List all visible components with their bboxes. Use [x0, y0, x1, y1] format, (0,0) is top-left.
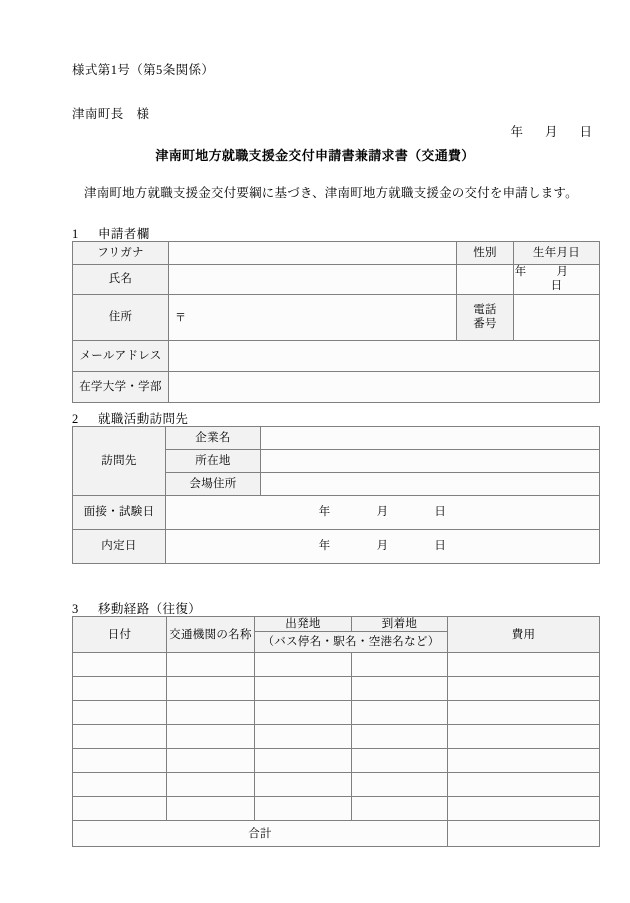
birthdate-day: 日 — [550, 280, 563, 293]
table-row — [73, 242, 600, 265]
submission-date-month: 月 — [544, 125, 558, 139]
label-university: 在学大学・学部 — [73, 371, 169, 402]
label-email: メールアドレス — [73, 340, 169, 371]
form-code: 様式第1号（第5条関係） — [72, 63, 215, 77]
input-route-departure[interactable] — [255, 677, 352, 701]
label-venue-address: 会場住所 — [166, 473, 261, 496]
input-total-cost[interactable] — [448, 821, 600, 847]
column-header-arrival: 到着地 — [352, 617, 448, 632]
input-route-cost[interactable] — [448, 749, 600, 773]
page-title: 津南町地方就職支援金交付申請書兼請求書（交通費） — [155, 148, 475, 163]
table-row — [73, 294, 600, 340]
input-route-date[interactable] — [73, 749, 167, 773]
label-name: 氏名 — [73, 265, 169, 295]
table-row — [73, 653, 600, 677]
offer-date-month: 月 — [376, 540, 389, 553]
input-route-transport[interactable] — [167, 797, 255, 821]
column-header-departure: 出発地 — [255, 617, 352, 632]
interview-date-day: 日 — [434, 506, 447, 519]
input-route-departure[interactable] — [255, 653, 352, 677]
input-route-transport[interactable] — [167, 653, 255, 677]
table-total-row — [73, 821, 600, 847]
input-route-date[interactable] — [73, 797, 167, 821]
table-row — [73, 725, 600, 749]
label-birthdate: 生年月日 — [514, 242, 600, 265]
submission-date-line — [510, 122, 592, 140]
label-company: 企業名 — [166, 427, 261, 450]
table-row — [73, 773, 600, 797]
label-location: 所在地 — [166, 450, 261, 473]
addressee: 津南町長 様 — [72, 107, 150, 121]
input-phone[interactable] — [514, 294, 600, 340]
input-route-transport[interactable] — [167, 701, 255, 725]
table-row — [73, 701, 600, 725]
input-route-transport[interactable] — [167, 677, 255, 701]
input-route-arrival[interactable] — [352, 653, 448, 677]
input-route-arrival[interactable] — [352, 725, 448, 749]
input-email[interactable] — [169, 340, 600, 371]
table-header-row — [73, 617, 600, 632]
input-company[interactable] — [261, 427, 600, 450]
label-destination: 訪問先 — [73, 427, 166, 496]
label-interview-date: 面接・試験日 — [73, 496, 166, 530]
input-address[interactable] — [169, 294, 457, 340]
input-route-date[interactable] — [73, 725, 167, 749]
input-route-cost[interactable] — [448, 773, 600, 797]
interview-date-year: 年 — [318, 506, 331, 519]
submission-date-year: 年 — [510, 125, 523, 139]
input-route-cost[interactable] — [448, 677, 600, 701]
input-route-transport[interactable] — [167, 725, 255, 749]
input-route-departure[interactable] — [255, 725, 352, 749]
input-birthdate[interactable] — [514, 265, 600, 295]
table-row — [73, 749, 600, 773]
birthdate-year: 年 — [514, 266, 527, 278]
input-university[interactable] — [169, 371, 600, 402]
lead-paragraph: 津南町地方就職支援金交付要綱に基づき、津南町地方就職支援金の交付を申請します。 — [84, 186, 578, 200]
table-row — [73, 797, 600, 821]
input-route-date[interactable] — [73, 773, 167, 797]
label-furigana: フリガナ — [73, 242, 169, 265]
section-title-2: 就職活動訪問先 — [98, 412, 189, 426]
label-gender: 性別 — [457, 242, 514, 265]
section-title-1: 申請者欄 — [98, 227, 150, 241]
section-heading-visit — [72, 409, 188, 427]
table-row — [73, 530, 600, 564]
label-phone — [457, 294, 514, 340]
input-route-cost[interactable] — [448, 653, 600, 677]
table-row — [73, 677, 600, 701]
input-route-arrival[interactable] — [352, 677, 448, 701]
section-heading-route — [72, 599, 201, 617]
input-route-cost[interactable] — [448, 725, 600, 749]
label-phone-line2: 番号 — [473, 318, 497, 331]
input-name[interactable] — [169, 265, 457, 295]
input-gender[interactable] — [457, 265, 514, 295]
input-route-departure[interactable] — [255, 773, 352, 797]
table-row — [73, 496, 600, 530]
column-header-place-note: （バス停名・駅名・空港名など） — [255, 632, 448, 653]
label-phone-line1: 電話 — [473, 303, 497, 316]
birthdate-month: 月 — [556, 266, 569, 278]
input-route-arrival[interactable] — [352, 773, 448, 797]
total-label: 合計 — [73, 821, 448, 847]
input-route-cost[interactable] — [448, 701, 600, 725]
section-number-3: 3 — [72, 602, 79, 616]
input-route-date[interactable] — [73, 653, 167, 677]
section-number-1: 1 — [72, 227, 79, 241]
input-route-arrival[interactable] — [352, 749, 448, 773]
column-header-transport: 交通機関の名称 — [167, 617, 255, 653]
column-header-date: 日付 — [73, 617, 167, 653]
input-interview-date[interactable] — [166, 496, 600, 530]
input-route-departure[interactable] — [255, 797, 352, 821]
input-route-transport[interactable] — [167, 749, 255, 773]
applicant-table — [72, 241, 600, 403]
section-number-2: 2 — [72, 412, 79, 426]
input-route-departure[interactable] — [255, 749, 352, 773]
table-row — [73, 265, 600, 295]
input-location[interactable] — [261, 450, 600, 473]
input-route-departure[interactable] — [255, 701, 352, 725]
interview-date-month: 月 — [376, 506, 389, 519]
input-route-cost[interactable] — [448, 797, 600, 821]
column-header-cost: 費用 — [448, 617, 600, 653]
input-venue-address[interactable] — [261, 473, 600, 496]
offer-date-year: 年 — [318, 540, 331, 553]
table-row — [73, 427, 600, 450]
input-route-date[interactable] — [73, 677, 167, 701]
table-row — [73, 371, 600, 402]
table-row — [73, 340, 600, 371]
route-table — [72, 616, 600, 847]
label-address: 住所 — [73, 294, 169, 340]
label-offer-date: 内定日 — [73, 530, 166, 564]
input-route-transport[interactable] — [167, 773, 255, 797]
visit-table — [72, 426, 600, 564]
input-furigana[interactable] — [169, 242, 457, 265]
submission-date-day: 日 — [579, 125, 592, 139]
postal-code-icon: 〒 — [175, 311, 187, 324]
input-route-date[interactable] — [73, 701, 167, 725]
input-route-arrival[interactable] — [352, 797, 448, 821]
section-heading-applicant — [72, 224, 150, 242]
offer-date-day: 日 — [434, 540, 447, 553]
input-route-arrival[interactable] — [352, 701, 448, 725]
input-offer-date[interactable] — [166, 530, 600, 564]
section-title-3: 移動経路（往復） — [98, 602, 202, 616]
route-data-rows — [73, 653, 600, 821]
